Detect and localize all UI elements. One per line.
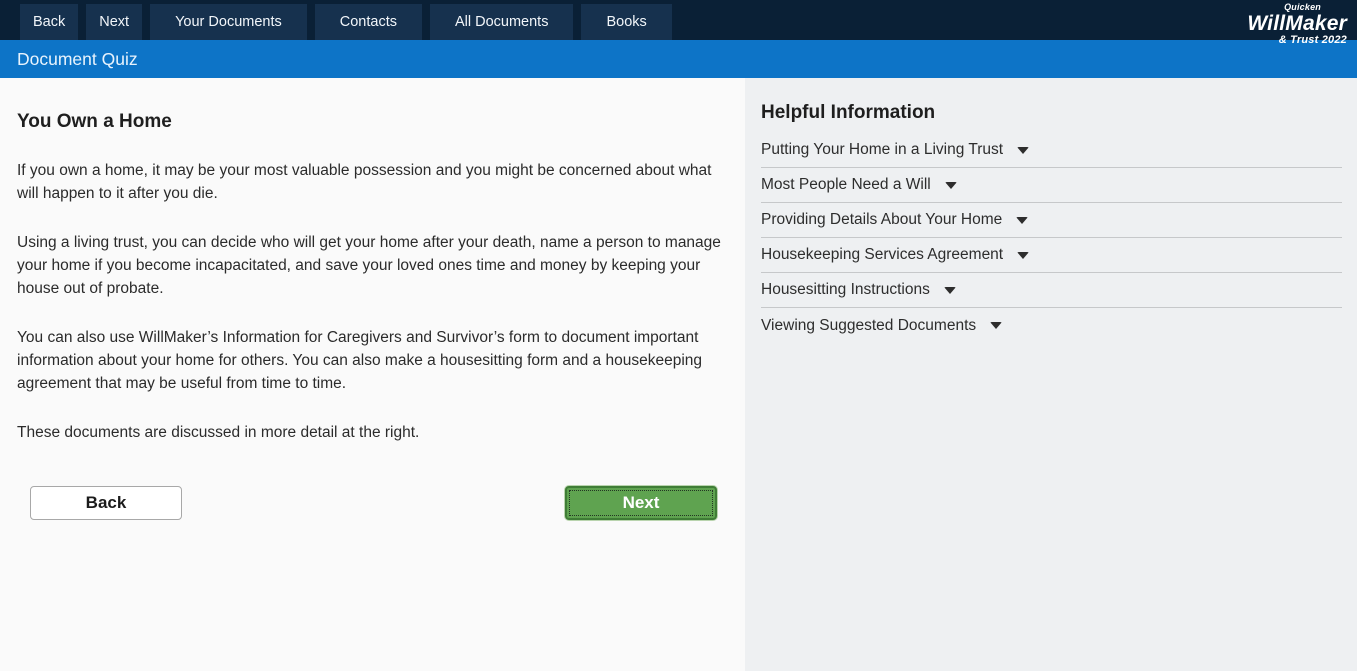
helpful-information-title: Helpful Information (761, 102, 936, 123)
chevron-down-icon (1016, 217, 1028, 224)
accordion-label: Housekeeping Services Agreement (761, 246, 1004, 263)
nav-tab-books[interactable]: Books (581, 4, 671, 40)
accordion-item-suggested-documents[interactable] (761, 308, 1342, 343)
accordion-label: Putting Your Home in a Living Trust (761, 141, 1004, 158)
quiz-main-panel (0, 78, 745, 671)
accordion-item-housesitting-instructions[interactable] (761, 273, 1342, 308)
page-title: Document Quiz (17, 49, 138, 69)
document-quiz-header (0, 40, 1357, 78)
accordion-item-housekeeping-agreement[interactable] (761, 238, 1342, 273)
top-navigation-bar (0, 0, 1357, 46)
paragraph-2: Using a living trust, you can decide who will get your home after your death, name a person to manage your home if you become incapacitated, and save your loved ones time and money by keeping your house out of probate. (17, 234, 721, 297)
nav-tab-next[interactable]: Next (86, 4, 142, 40)
chevron-down-icon (1017, 252, 1029, 259)
back-button[interactable]: Back (30, 486, 182, 520)
accordion-label: Viewing Suggested Documents (761, 316, 977, 334)
chevron-down-icon (990, 322, 1002, 329)
accordion-item-living-trust[interactable] (761, 133, 1342, 168)
nav-tab-all-documents[interactable]: All Documents (430, 4, 573, 40)
chevron-down-icon (945, 182, 957, 189)
accordion-item-need-a-will[interactable] (761, 168, 1342, 203)
chevron-down-icon (944, 287, 956, 294)
nav-tab-contacts[interactable]: Contacts (315, 4, 422, 40)
accordion-item-home-details[interactable] (761, 203, 1342, 238)
accordion-label: Providing Details About Your Home (761, 211, 1003, 228)
helpful-information-panel (745, 78, 1357, 671)
willmaker-logo (1247, 3, 1347, 46)
chevron-down-icon (1017, 147, 1029, 154)
accordion-label: Most People Need a Will (761, 176, 931, 193)
logo-trust-text: & Trust 2022 (1278, 34, 1347, 46)
accordion-label: Housesitting Instructions (761, 281, 930, 298)
logo-willmaker-text: WillMaker (1247, 12, 1347, 35)
navigation-buttons-row (17, 486, 717, 520)
paragraph-4: These documents are discussed in more detail at the right. (17, 424, 420, 441)
paragraph-3: You can also use WillMaker’s Information for Caregivers and Survivor’s form to document important information about your home for others. You can also make a housesitting form and a housekeeping agreement that may be useful from time to time. (17, 329, 703, 392)
section-title: You Own a Home (17, 111, 172, 132)
content-area (0, 78, 1357, 671)
nav-tab-back[interactable]: Back (20, 4, 78, 40)
nav-tab-your-documents[interactable]: Your Documents (150, 4, 307, 40)
logo-quicken-text: Quicken (1284, 2, 1321, 12)
next-button[interactable]: Next (565, 486, 717, 520)
paragraph-1: If you own a home, it may be your most valuable possession and you might be concerned about what will happen to it after you die. (17, 162, 712, 202)
